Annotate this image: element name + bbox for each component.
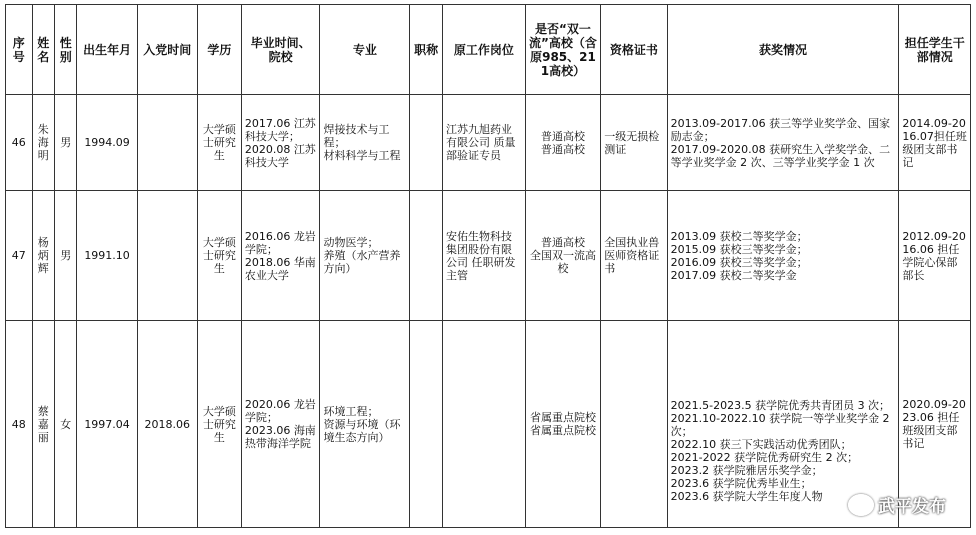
header-grad: 毕业时间、院校 [241, 5, 320, 95]
cell-orig [442, 321, 525, 528]
grad-line: 2023.06 海南热带海洋学院 [244, 424, 316, 450]
award-line: 2023.6 获学院优秀毕业生； [670, 477, 812, 490]
cell-seq: 46 [6, 95, 33, 191]
award-line: 2017.09 获校二等奖学金 [670, 268, 797, 282]
cell-doublefirst [525, 95, 601, 191]
cell-grad [241, 191, 320, 321]
header-birth: 出生年月 [77, 5, 137, 95]
cell-edu: 大学硕士研究生 [197, 321, 241, 528]
cell-gender: 男 [55, 95, 77, 191]
header-row [6, 5, 971, 95]
cell-cert [601, 321, 667, 528]
table-row [6, 321, 971, 528]
watermark [848, 492, 946, 517]
cell-party [137, 95, 197, 191]
header-cert: 资格证书 [601, 5, 667, 95]
table-row [6, 95, 971, 191]
cell-birth: 1997.04 [77, 321, 137, 528]
cell-party [137, 191, 197, 321]
cell-grad [241, 321, 320, 528]
cell-party: 2018.06 [137, 321, 197, 528]
doublefirst-line: 普通高校 [540, 236, 585, 249]
cell-cert: 一级无损检测证 [601, 95, 667, 191]
award-line: 2022.10 获三下实践活动优秀团队； [670, 438, 852, 451]
award-line: 2021-2022 获学院优秀研究生 2 次； [670, 451, 859, 464]
award-line: 2013.09-2017.06 获三等学业奖学金、国家励志金； [670, 116, 891, 143]
award-line: 2023.6 获学院大学生年度人物 [670, 490, 823, 503]
cell-cadre: 2020.09-2023.06 担任班级团支部书记 [899, 321, 971, 528]
major-line: 养殖（水产营养方向） [323, 249, 401, 275]
cell-cadre: 2014.09-2016.07担任班级团支部书记 [899, 95, 971, 191]
grad-line: 2018.06 华南农业大学 [244, 255, 316, 282]
cell-awards [667, 191, 899, 321]
grad-line: 2020.06 龙岩学院； [244, 398, 316, 424]
cell-orig: 安佑生物科技集团股份有限公司 任职研发主管 [442, 191, 525, 321]
header-cadre: 担任学生干部情况 [899, 5, 971, 95]
cell-doublefirst [525, 321, 601, 528]
award-line: 2016.09 获校三等奖学金； [670, 255, 808, 269]
cell-seq: 48 [6, 321, 33, 528]
header-doublefirst: 是否“双一流”高校（含原985、211高校） [525, 5, 601, 95]
cell-edu: 大学硕士研究生 [197, 191, 241, 321]
doublefirst-line: 普通高校 [540, 129, 585, 143]
cell-cert: 全国执业兽医师资格证书 [601, 191, 667, 321]
header-edu: 学历 [197, 5, 241, 95]
doublefirst-line: 普通高校 [540, 142, 585, 156]
header-seq: 序号 [6, 5, 33, 95]
cell-name: 朱海明 [32, 95, 54, 191]
cell-name: 蔡嘉丽 [32, 321, 54, 528]
cell-edu: 大学硕士研究生 [197, 95, 241, 191]
table-row [6, 191, 971, 321]
doublefirst-line: 省属重点院校 [529, 424, 596, 437]
cell-major [320, 321, 410, 528]
cell-birth: 1994.09 [77, 95, 137, 191]
cell-name: 杨炳辉 [32, 191, 54, 321]
cell-major [320, 191, 410, 321]
cell-doublefirst [525, 191, 601, 321]
cell-birth: 1991.10 [77, 191, 137, 321]
award-line: 2023.2 获学院雅居乐奖学金； [670, 464, 823, 477]
cell-seq: 47 [6, 191, 33, 321]
major-line: 材料科学与工程 [323, 149, 401, 162]
header-title: 职称 [410, 5, 443, 95]
major-line: 焊接技术与工程； [323, 123, 390, 149]
major-line: 环境工程； [323, 404, 379, 418]
major-line: 动物医学； [323, 236, 379, 249]
header-gender: 性别 [55, 5, 77, 95]
cell-gender: 女 [55, 321, 77, 528]
cell-cadre: 2012.09-2016.06 担任学院心保部部长 [899, 191, 971, 321]
watermark-text: 武平发布 [878, 497, 946, 517]
award-line: 2015.09 获校三等奖学金； [670, 242, 808, 256]
cell-title [410, 321, 443, 528]
cell-grad [241, 95, 320, 191]
grad-line: 2020.08 江苏科技大学 [244, 142, 316, 169]
cell-title [410, 95, 443, 191]
header-party: 入党时间 [137, 5, 197, 95]
award-line: 2013.09 获校二等奖学金； [670, 229, 808, 243]
header-name: 姓名 [32, 5, 54, 95]
award-line: 2021.5-2023.5 获学院优秀共青团员 3 次； [670, 399, 891, 412]
cell-gender: 男 [55, 191, 77, 321]
header-awards: 获奖情况 [667, 5, 899, 95]
wechat-icon [848, 494, 874, 516]
candidate-table [5, 4, 971, 528]
header-major: 专业 [320, 5, 410, 95]
grad-line: 2016.06 龙岩学院； [244, 229, 316, 256]
cell-awards [667, 95, 899, 191]
major-line: 资源与环境（环境生态方向） [323, 417, 401, 444]
doublefirst-line: 省属重点院校 [529, 411, 596, 424]
cell-title [410, 191, 443, 321]
header-orig: 原工作岗位 [442, 5, 525, 95]
grad-line: 2017.06 江苏科技大学； [244, 116, 316, 143]
doublefirst-line: 全国双一流高校 [529, 249, 596, 275]
cell-major [320, 95, 410, 191]
award-line: 2021.10-2022.10 获学院一等学业奖学金 2 次； [670, 412, 890, 438]
cell-orig: 江苏九旭药业有限公司 质量部验证专员 [442, 95, 525, 191]
award-line: 2017.09-2020.08 获研究生入学奖学金、二等学业奖学金 2 次、三等学业奖学金 1 次 [670, 142, 891, 169]
